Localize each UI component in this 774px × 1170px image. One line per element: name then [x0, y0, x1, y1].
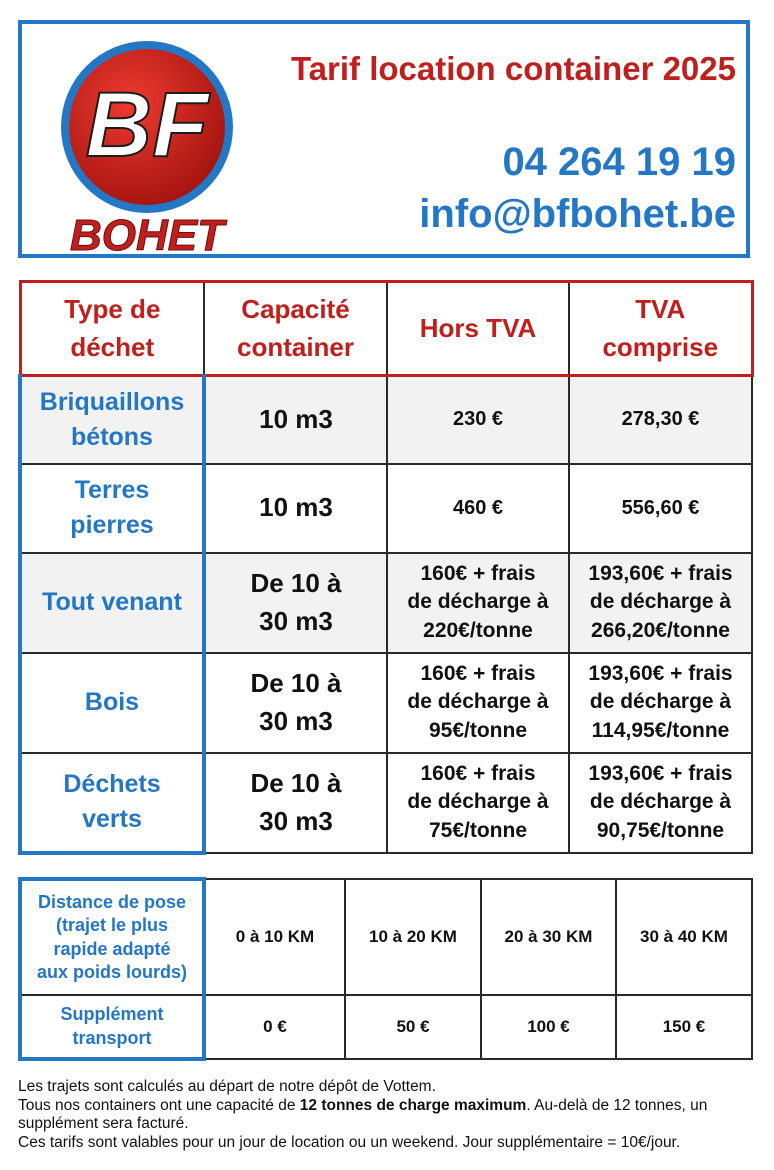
- header-excl-vat: Hors TVA: [387, 282, 569, 376]
- distance-range: 0 à 10 KM: [204, 879, 345, 995]
- table-row: [20, 753, 752, 853]
- waste-type: Terres pierres: [20, 464, 204, 553]
- price-excl-vat: 160€ + frais de décharge à 75€/tonne: [387, 753, 569, 853]
- table-row: [20, 376, 752, 464]
- note-validity: Ces tarifs sont valables pour un jour de location ou un weekend. Jour supplémentaire = 10€/jour.: [18, 1133, 681, 1151]
- price-incl-vat: 556,60 €: [569, 464, 752, 553]
- distance-range: 10 à 20 KM: [345, 879, 481, 995]
- logo-name: BOHET: [70, 211, 224, 256]
- price-incl-vat: 278,30 €: [569, 376, 752, 464]
- note-departure: Les trajets sont calculés au départ de notre dépôt de Vottem.: [18, 1078, 436, 1095]
- distance-table: [18, 877, 753, 1061]
- supplement-value: 150 €: [616, 995, 752, 1059]
- bf-bohet-logo: [52, 32, 242, 256]
- price-excl-vat: 160€ + frais de décharge à 220€/tonne: [387, 553, 569, 653]
- waste-type: Déchets verts: [20, 753, 204, 853]
- table-row: [20, 653, 752, 753]
- price-excl-vat: 230 €: [387, 376, 569, 464]
- waste-type: Briquaillons bétons: [20, 376, 204, 464]
- distance-row: [20, 879, 752, 995]
- phone-number[interactable]: 04 264 19 19: [502, 140, 736, 184]
- capacity: De 10 à 30 m3: [204, 553, 387, 653]
- price-incl-vat: 193,60€ + frais de décharge à 90,75€/tonne: [569, 753, 752, 853]
- capacity: 10 m3: [204, 464, 387, 553]
- price-excl-vat: 160€ + frais de décharge à 95€/tonne: [387, 653, 569, 753]
- price-table: [18, 280, 754, 855]
- capacity: 10 m3: [204, 376, 387, 464]
- logo-initials: BF: [85, 74, 209, 176]
- header-incl-vat: TVA comprise: [569, 282, 752, 376]
- email-address[interactable]: info@bfbohet.be: [419, 192, 736, 236]
- page-title: Tarif location container 2025: [290, 50, 736, 87]
- table-row: [20, 464, 752, 553]
- supplement-label: Supplément transport: [20, 995, 204, 1059]
- price-table-header: [20, 282, 752, 376]
- table-row: [20, 553, 752, 653]
- distance-range: 30 à 40 KM: [616, 879, 752, 995]
- supplement-row: [20, 995, 752, 1059]
- distance-label: Distance de pose (trajet le plus rapide adapté aux poids lourds): [20, 879, 204, 995]
- header-waste-type: Type de déchet: [20, 282, 204, 376]
- supplement-value: 0 €: [204, 995, 345, 1059]
- waste-type: Bois: [20, 653, 204, 753]
- price-incl-vat: 193,60€ + frais de décharge à 266,20€/tonne: [569, 553, 752, 653]
- header-box: [18, 20, 750, 258]
- distance-range: 20 à 30 KM: [481, 879, 616, 995]
- waste-type: Tout venant: [20, 553, 204, 653]
- price-excl-vat: 460 €: [387, 464, 569, 553]
- price-incl-vat: 193,60€ + frais de décharge à 114,95€/tonne: [569, 653, 752, 753]
- note-capacity: Tous nos containers ont une capacité de 12 tonnes de charge maximum. Au-delà de 12 tonnes, un supplément sera facturé.: [18, 1096, 708, 1133]
- supplement-value: 50 €: [345, 995, 481, 1059]
- capacity: De 10 à 30 m3: [204, 753, 387, 853]
- header-capacity: Capacité container: [204, 282, 387, 376]
- footnotes: [18, 1078, 758, 1152]
- supplement-value: 100 €: [481, 995, 616, 1059]
- capacity: De 10 à 30 m3: [204, 653, 387, 753]
